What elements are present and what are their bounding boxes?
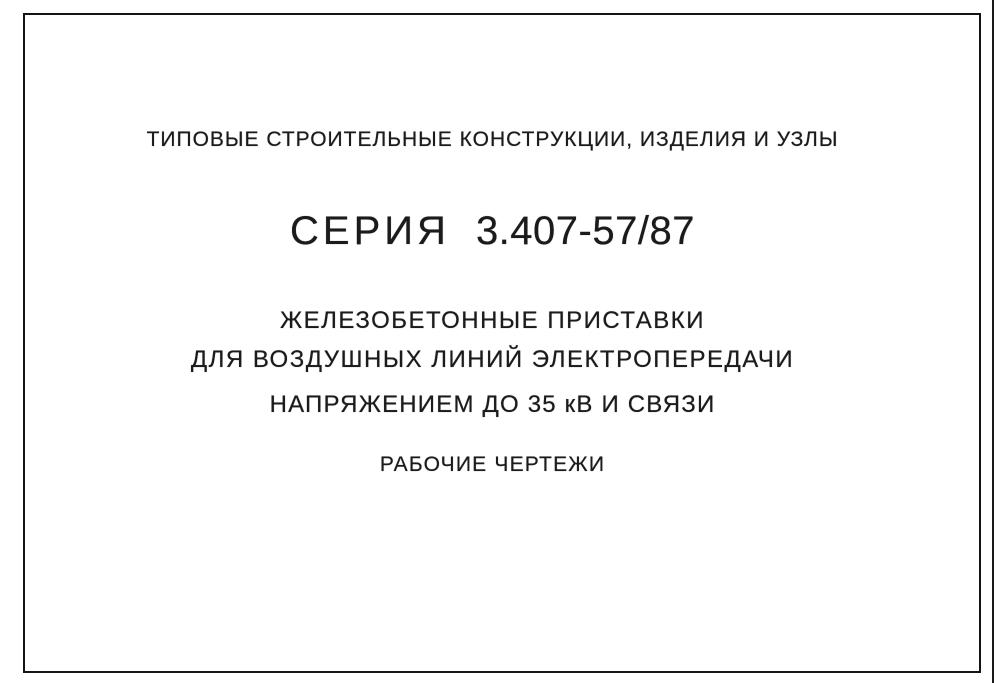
document-header: ТИПОВЫЕ СТРОИТЕЛЬНЫЕ КОНСТРУКЦИИ, ИЗДЕЛИЯ И УЗЛЫ — [146, 128, 839, 151]
title-page-frame — [23, 13, 981, 673]
series-number: 3.407-57/87 — [475, 209, 695, 253]
series-title — [0, 211, 985, 251]
title-line-1: ЖЕЛЕЗОБЕТОННЫЕ ПРИСТАВКИ — [279, 307, 706, 334]
document-type: РАБОЧИЕ ЧЕРТЕЖИ — [379, 453, 606, 476]
scan-page-edge-line — [992, 0, 994, 683]
title-line-3: НАПРЯЖЕНИЕМ ДО 35 кВ И СВЯЗИ — [269, 391, 716, 418]
title-line-2: ДЛЯ ВОЗДУШНЫХ ЛИНИЙ ЭЛЕКТРОПЕРЕДАЧИ — [190, 346, 795, 373]
series-label: СЕРИЯ — [290, 209, 450, 253]
